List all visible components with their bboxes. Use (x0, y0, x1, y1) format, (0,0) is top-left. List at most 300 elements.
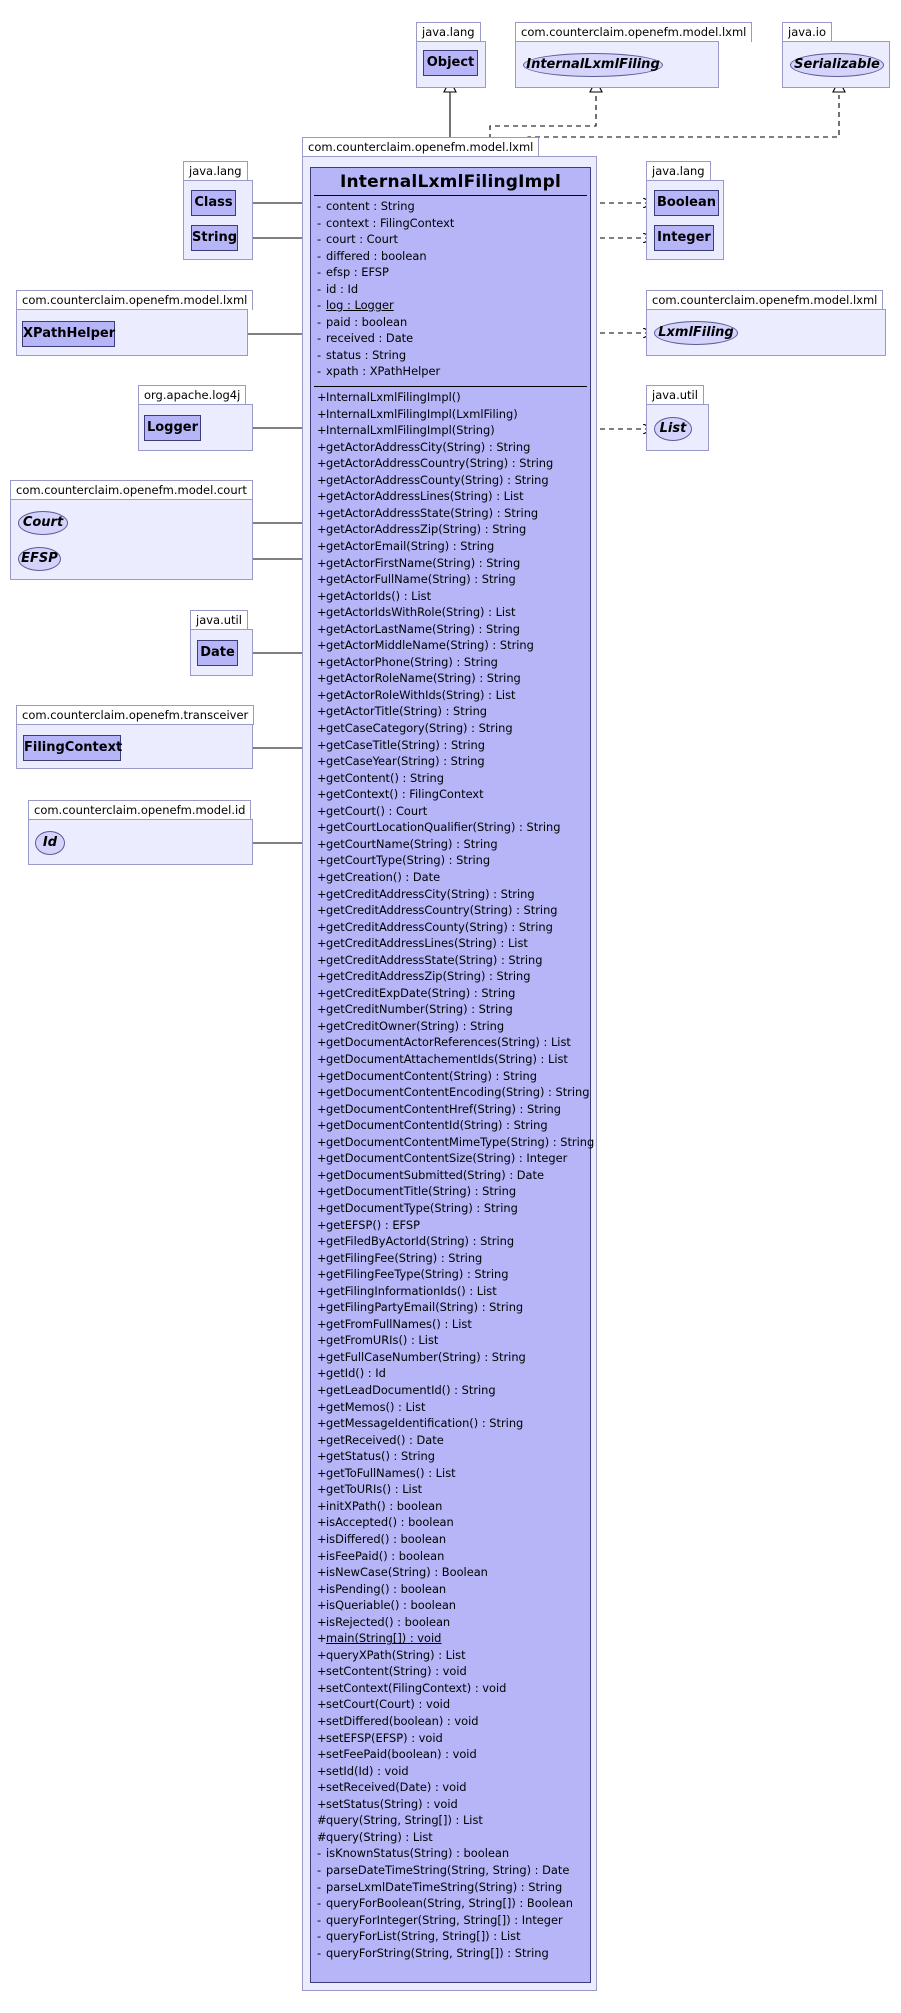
method-signature: getContent() : String (326, 770, 444, 785)
visibility-marker: + (317, 1581, 327, 1596)
package-label: java.lang (183, 161, 248, 181)
method-signature: setCourt(Court) : void (326, 1697, 451, 1712)
method-item[interactable] (317, 1034, 571, 1051)
visibility-marker: + (317, 737, 327, 752)
method-signature: getCreditAddressCounty(String) : String (326, 919, 553, 934)
visibility-marker: + (317, 1002, 327, 1017)
method-signature: getCourtType(String) : String (326, 853, 491, 868)
method-signature: getFullCaseNumber(String) : String (326, 1349, 526, 1364)
interface-lxml-filing[interactable]: LxmlFiling (654, 321, 738, 345)
visibility-marker: + (317, 1068, 327, 1083)
method-item[interactable] (317, 819, 561, 836)
visibility-marker: + (317, 836, 327, 851)
class-class[interactable]: Class (191, 190, 236, 216)
package-right-java-lang (646, 161, 724, 260)
method-signature: setStatus(String) : void (326, 1796, 458, 1811)
field-signature: log : Logger (326, 298, 394, 312)
method-item[interactable] (317, 902, 558, 919)
method-item[interactable] (317, 1796, 458, 1813)
method-item[interactable] (317, 1399, 425, 1416)
method-item[interactable] (317, 687, 515, 704)
visibility-marker: + (317, 1283, 327, 1298)
visibility-marker: - (317, 1896, 322, 1911)
method-item[interactable] (317, 1084, 589, 1101)
visibility-marker: - (317, 1945, 322, 1960)
class-name: InternalLxmlFilingImpl (339, 172, 561, 192)
method-item[interactable] (317, 985, 515, 1002)
field-item[interactable] (317, 281, 358, 298)
method-signature: getActorIds() : List (326, 588, 432, 603)
method-item[interactable] (317, 737, 485, 754)
class-date[interactable]: Date (197, 640, 238, 666)
method-item[interactable] (317, 770, 444, 787)
method-signature: InternalLxmlFilingImpl(LxmlFiling) (326, 406, 518, 421)
visibility-marker: + (317, 1052, 327, 1066)
method-item[interactable] (317, 1630, 441, 1647)
method-item[interactable] (317, 1217, 420, 1234)
visibility-marker: + (317, 1680, 327, 1695)
method-signature: getToFullNames() : List (326, 1465, 456, 1480)
method-item[interactable] (317, 1498, 442, 1515)
visibility-marker: - (317, 364, 322, 378)
method-signature: query(String) : List (326, 1829, 433, 1844)
package-right-lxml (646, 290, 886, 356)
method-signature: getFromURIs() : List (326, 1333, 439, 1348)
method-item[interactable] (317, 1018, 504, 1035)
visibility-marker: + (317, 572, 327, 587)
visibility-marker: + (317, 621, 327, 636)
package-label: com.counterclaim.openefm.model.id (28, 800, 251, 820)
method-item[interactable] (317, 1763, 409, 1780)
field-item[interactable] (317, 198, 415, 215)
method-signature: getActorPhone(String) : String (326, 654, 498, 669)
visibility-marker: + (317, 439, 327, 454)
visibility-marker: + (317, 1366, 327, 1381)
package-left-transceiver (16, 705, 253, 769)
fields-separator (314, 386, 587, 387)
method-signature: getCreditExpDate(String) : String (326, 985, 516, 1000)
method-item[interactable] (317, 1680, 506, 1697)
interface-internal-lxml-filing[interactable]: InternalLxmlFiling (523, 53, 663, 77)
method-item[interactable] (317, 406, 518, 423)
method-item[interactable] (317, 1134, 594, 1151)
visibility-marker: - (317, 1846, 322, 1861)
visibility-marker: + (317, 1151, 327, 1166)
visibility-marker: + (317, 1515, 327, 1530)
visibility-marker: + (317, 1118, 327, 1133)
method-item[interactable] (317, 1779, 467, 1796)
method-item[interactable] (317, 1332, 438, 1349)
field-item[interactable] (317, 215, 454, 232)
interface-serializable[interactable]: Serializable (790, 53, 884, 77)
method-signature: InternalLxmlFilingImpl() (326, 390, 461, 404)
method-signature: getId() : Id (326, 1366, 386, 1381)
visibility-marker: + (317, 1250, 327, 1265)
visibility-marker: + (317, 1267, 327, 1282)
visibility-marker: + (317, 1730, 327, 1745)
field-signature: received : Date (326, 331, 414, 345)
visibility-marker: - (317, 215, 322, 230)
method-signature: main(String[]) : void (326, 1631, 442, 1646)
visibility-marker: - (317, 232, 322, 246)
method-signature: getActorMiddleName(String) : String (326, 638, 534, 653)
field-item[interactable] (317, 347, 406, 364)
method-item[interactable] (317, 786, 484, 803)
method-item[interactable] (317, 1928, 521, 1945)
visibility-marker: + (317, 1780, 327, 1795)
method-item[interactable] (317, 654, 498, 671)
field-signature: content : String (326, 199, 415, 213)
method-signature: isRejected() : boolean (326, 1614, 451, 1629)
method-item[interactable] (317, 1879, 562, 1896)
visibility-marker: - (317, 248, 322, 263)
method-signature: initXPath() : boolean (326, 1498, 443, 1513)
field-item[interactable] (317, 330, 413, 347)
visibility-marker: + (317, 1383, 327, 1397)
method-item[interactable] (317, 1862, 569, 1879)
method-item[interactable] (317, 1713, 478, 1730)
visibility-marker: + (317, 1416, 327, 1431)
method-item[interactable] (317, 621, 520, 638)
method-signature: isDiffered() : boolean (326, 1531, 447, 1546)
method-item[interactable] (317, 1365, 386, 1382)
method-signature: setReceived(Date) : void (326, 1780, 467, 1795)
method-signature: getDocumentContentEncoding(String) : String (326, 1085, 590, 1100)
method-signature: getDocumentContent(String) : String (326, 1068, 537, 1083)
method-signature: getToURIs() : List (326, 1482, 423, 1497)
method-signature: getDocumentType(String) : String (326, 1200, 518, 1215)
visibility-marker: + (317, 1482, 327, 1497)
visibility-marker: + (317, 820, 327, 835)
visibility-marker: + (317, 1614, 327, 1629)
method-signature: getLeadDocumentId() : String (326, 1383, 496, 1397)
visibility-marker: + (317, 1697, 327, 1712)
visibility-marker: + (317, 1316, 327, 1331)
visibility-marker: + (317, 1531, 327, 1546)
package-label: com.counterclaim.openefm.model.lxml (16, 290, 253, 310)
method-item[interactable] (317, 803, 427, 820)
method-item[interactable] (317, 1233, 514, 1250)
visibility-marker: + (317, 721, 327, 735)
package-left-court (10, 480, 253, 580)
class-integer[interactable]: Integer (654, 225, 714, 251)
method-signature: isPending() : boolean (326, 1581, 447, 1596)
method-signature: getMemos() : List (326, 1399, 426, 1414)
method-item[interactable] (317, 1266, 508, 1283)
method-item[interactable] (317, 968, 530, 985)
interface-efsp[interactable]: EFSP (18, 547, 61, 571)
method-item[interactable] (317, 1581, 446, 1598)
visibility-marker: + (317, 1134, 327, 1149)
visibility-marker: - (317, 1929, 322, 1944)
title-separator (314, 195, 587, 196)
visibility-marker: + (317, 869, 327, 884)
method-signature: getFromFullNames() : List (326, 1316, 472, 1331)
visibility-marker: + (317, 522, 327, 537)
visibility-marker: - (317, 199, 322, 213)
method-signature: getDocumentActorReferences(String) : List (326, 1035, 571, 1050)
package-left-java-lang (183, 161, 253, 260)
visibility-marker: + (317, 1664, 327, 1679)
visibility-marker: - (317, 347, 322, 362)
method-item[interactable] (317, 703, 487, 720)
method-item[interactable] (317, 1812, 483, 1829)
method-item[interactable] (317, 753, 485, 770)
field-signature: court : Court (326, 232, 398, 246)
method-item[interactable] (317, 1845, 509, 1862)
visibility-marker: + (317, 456, 327, 471)
method-item[interactable] (317, 1564, 488, 1581)
method-item[interactable] (317, 637, 534, 654)
class-internal-lxml-filing-impl[interactable] (310, 167, 595, 1983)
visibility-marker: + (317, 1085, 327, 1100)
method-item[interactable] (317, 422, 495, 439)
method-item[interactable] (317, 1895, 573, 1912)
method-item[interactable] (317, 389, 461, 406)
method-item[interactable] (317, 472, 549, 489)
method-signature: getActorAddressCity(String) : String (326, 439, 531, 454)
method-signature: getStatus() : String (326, 1449, 435, 1464)
method-item[interactable] (317, 1696, 450, 1713)
package-top-java-io (782, 22, 890, 88)
visibility-marker: + (317, 1647, 327, 1662)
method-item[interactable] (317, 1183, 516, 1200)
method-signature: setDiffered(boolean) : void (326, 1714, 479, 1728)
method-item[interactable] (317, 1117, 548, 1134)
visibility-marker: + (317, 1763, 327, 1778)
method-signature: getCourt() : Court (326, 803, 428, 818)
package-label: com.counterclaim.openefm.model.court (10, 480, 253, 500)
method-item[interactable] (317, 1051, 568, 1068)
method-signature: getCreditAddressState(String) : String (326, 952, 543, 967)
method-signature: getFiledByActorId(String) : String (326, 1234, 515, 1249)
method-signature: getActorFirstName(String) : String (326, 555, 521, 570)
class-object[interactable]: Object (423, 50, 478, 76)
package-right-java-util (646, 385, 709, 451)
method-item[interactable] (317, 555, 520, 572)
method-signature: getDocumentAttachementIds(String) : List (326, 1052, 568, 1066)
method-signature: getMessageIdentification() : String (326, 1416, 524, 1431)
method-item[interactable] (317, 935, 528, 952)
class-filing-context[interactable]: FilingContext (23, 735, 121, 761)
method-signature: getCreditNumber(String) : String (326, 1002, 513, 1017)
method-signature: parseLxmlDateTimeString(String) : String (326, 1879, 563, 1894)
method-item[interactable] (317, 852, 490, 869)
method-signature: getActorEmail(String) : String (326, 538, 495, 553)
visibility-marker: + (317, 588, 327, 603)
class-string[interactable]: String (191, 225, 238, 251)
method-item[interactable] (317, 1730, 443, 1747)
visibility-marker: + (317, 1035, 327, 1050)
visibility-marker: - (317, 298, 322, 312)
method-signature: getActorAddressZip(String) : String (326, 522, 527, 537)
method-signature: getDocumentSubmitted(String) : Date (326, 1167, 545, 1182)
method-item[interactable] (317, 1167, 544, 1184)
method-item[interactable] (317, 952, 542, 969)
method-item[interactable] (317, 1945, 549, 1962)
visibility-marker: + (317, 1465, 327, 1480)
method-item[interactable] (317, 1647, 466, 1664)
method-signature: queryForString(String, String[]) : String (326, 1945, 549, 1960)
method-signature: getContext() : FilingContext (326, 787, 484, 802)
method-signature: queryForList(String, String[]) : List (326, 1929, 521, 1944)
method-item[interactable] (317, 1382, 496, 1399)
method-item[interactable] (317, 1432, 444, 1449)
method-item[interactable] (317, 886, 535, 903)
field-item[interactable] (317, 297, 394, 314)
visibility-marker: + (317, 985, 327, 1000)
method-item[interactable] (317, 604, 515, 621)
package-top-java-lang (416, 22, 486, 88)
visibility-marker: + (317, 853, 327, 868)
method-item[interactable] (317, 571, 516, 588)
method-item[interactable] (317, 1448, 435, 1465)
interface-id[interactable]: Id (35, 831, 65, 855)
interface-list[interactable]: List (654, 417, 692, 441)
field-item[interactable] (317, 264, 389, 281)
package-label: com.counterclaim.openefm.transceiver (16, 705, 254, 725)
method-signature: getCreditOwner(String) : String (326, 1018, 505, 1033)
method-item[interactable] (317, 1283, 497, 1300)
field-item[interactable] (317, 231, 398, 248)
method-item[interactable] (317, 919, 553, 936)
method-signature: getActorAddressCounty(String) : String (326, 472, 549, 487)
package-label: com.counterclaim.openefm.model.lxml (302, 137, 539, 157)
method-signature: getCreditAddressCity(String) : String (326, 886, 535, 901)
visibility-marker: + (317, 1333, 327, 1348)
visibility-marker: + (317, 489, 327, 504)
method-item[interactable] (317, 1597, 456, 1614)
visibility-marker: - (317, 1862, 322, 1877)
method-signature: queryForInteger(String, String[]) : Integer (326, 1912, 563, 1927)
method-item[interactable] (317, 1465, 456, 1482)
visibility-marker: + (317, 654, 327, 669)
field-signature: efsp : EFSP (326, 265, 389, 279)
method-item[interactable] (317, 1349, 526, 1366)
method-item[interactable] (317, 720, 513, 737)
method-item[interactable] (317, 1746, 477, 1763)
visibility-marker: + (317, 886, 327, 901)
method-item[interactable] (317, 1548, 444, 1565)
method-item[interactable] (317, 455, 553, 472)
method-item[interactable] (317, 1663, 467, 1680)
visibility-marker: + (317, 1548, 327, 1563)
method-signature: getCreditAddressLines(String) : List (326, 936, 528, 951)
visibility-marker: - (317, 265, 322, 279)
visibility-marker: + (317, 638, 327, 653)
package-left-lxml (16, 290, 248, 356)
visibility-marker: - (317, 281, 322, 296)
method-signature: getCaseYear(String) : String (326, 754, 485, 769)
method-item[interactable] (317, 1150, 567, 1167)
method-signature: getCaseCategory(String) : String (326, 721, 513, 735)
field-item[interactable] (317, 363, 440, 380)
package-left-log4j (138, 385, 253, 451)
method-item[interactable] (317, 1101, 561, 1118)
visibility-marker: - (317, 314, 322, 329)
visibility-marker: + (317, 1300, 327, 1315)
method-item[interactable] (317, 439, 530, 456)
method-item[interactable] (317, 1299, 523, 1316)
package-label: org.apache.log4j (138, 385, 246, 405)
visibility-marker: + (317, 1747, 327, 1762)
method-item[interactable] (317, 488, 524, 505)
visibility-marker: + (317, 803, 327, 818)
visibility-marker: + (317, 1018, 327, 1033)
field-signature: context : FilingContext (326, 215, 455, 230)
package-label: java.util (190, 610, 248, 630)
visibility-marker: + (317, 605, 327, 620)
method-item[interactable] (317, 1415, 523, 1432)
visibility-marker: + (317, 1234, 327, 1249)
visibility-marker: + (317, 390, 327, 404)
method-item[interactable] (317, 836, 498, 853)
method-signature: getActorTitle(String) : String (326, 704, 488, 719)
method-item[interactable] (317, 1250, 482, 1267)
field-item[interactable] (317, 248, 427, 265)
visibility-marker: + (317, 754, 327, 769)
method-item[interactable] (317, 670, 521, 687)
package-label: java.io (782, 22, 832, 42)
method-item[interactable] (317, 1001, 513, 1018)
method-item[interactable] (317, 1200, 518, 1217)
method-item[interactable] (317, 1912, 563, 1929)
method-item[interactable] (317, 1068, 537, 1085)
package-left-java-util (190, 610, 253, 676)
interface-court[interactable]: Court (18, 511, 68, 535)
method-item[interactable] (317, 538, 494, 555)
method-item[interactable] (317, 1481, 422, 1498)
method-signature: getActorRoleWithIds(String) : List (326, 687, 516, 702)
method-signature: getActorAddressState(String) : String (326, 505, 539, 520)
visibility-marker: + (317, 1184, 327, 1199)
field-signature: differed : boolean (326, 248, 427, 263)
visibility-marker: + (317, 423, 327, 438)
method-signature: getCourtName(String) : String (326, 836, 498, 851)
method-item[interactable] (317, 1531, 446, 1548)
method-item[interactable] (317, 505, 538, 522)
visibility-marker: + (317, 770, 327, 785)
visibility-marker: + (317, 472, 327, 487)
class-boolean[interactable]: Boolean (654, 190, 719, 216)
method-signature: getCourtLocationQualifier(String) : String (326, 820, 561, 835)
class-xpath-helper[interactable]: XPathHelper (22, 321, 115, 347)
method-item[interactable] (317, 588, 431, 605)
visibility-marker: + (317, 1167, 327, 1182)
package-left-id (28, 800, 253, 865)
method-item[interactable] (317, 869, 440, 886)
visibility-marker: + (317, 505, 327, 520)
field-item[interactable] (317, 314, 407, 331)
method-signature: getActorAddressCountry(String) : String (326, 456, 554, 471)
visibility-marker: # (317, 1829, 327, 1844)
method-signature: isAccepted() : boolean (326, 1515, 454, 1530)
method-item[interactable] (317, 1514, 454, 1531)
visibility-marker: # (317, 1813, 327, 1828)
method-item[interactable] (317, 1829, 433, 1846)
method-item[interactable] (317, 1614, 450, 1631)
package-label: com.counterclaim.openefm.model.lxml (515, 22, 752, 42)
field-signature: id : Id (326, 281, 359, 296)
method-item[interactable] (317, 1316, 472, 1333)
visibility-marker: - (317, 1912, 322, 1927)
class-logger[interactable]: Logger (144, 415, 201, 441)
method-signature: getCreation() : Date (326, 869, 441, 884)
package-label: com.counterclaim.openefm.model.lxml (646, 290, 883, 310)
method-item[interactable] (317, 521, 526, 538)
package-top-lxml (515, 22, 747, 88)
method-signature: getFilingFeeType(String) : String (326, 1267, 509, 1282)
